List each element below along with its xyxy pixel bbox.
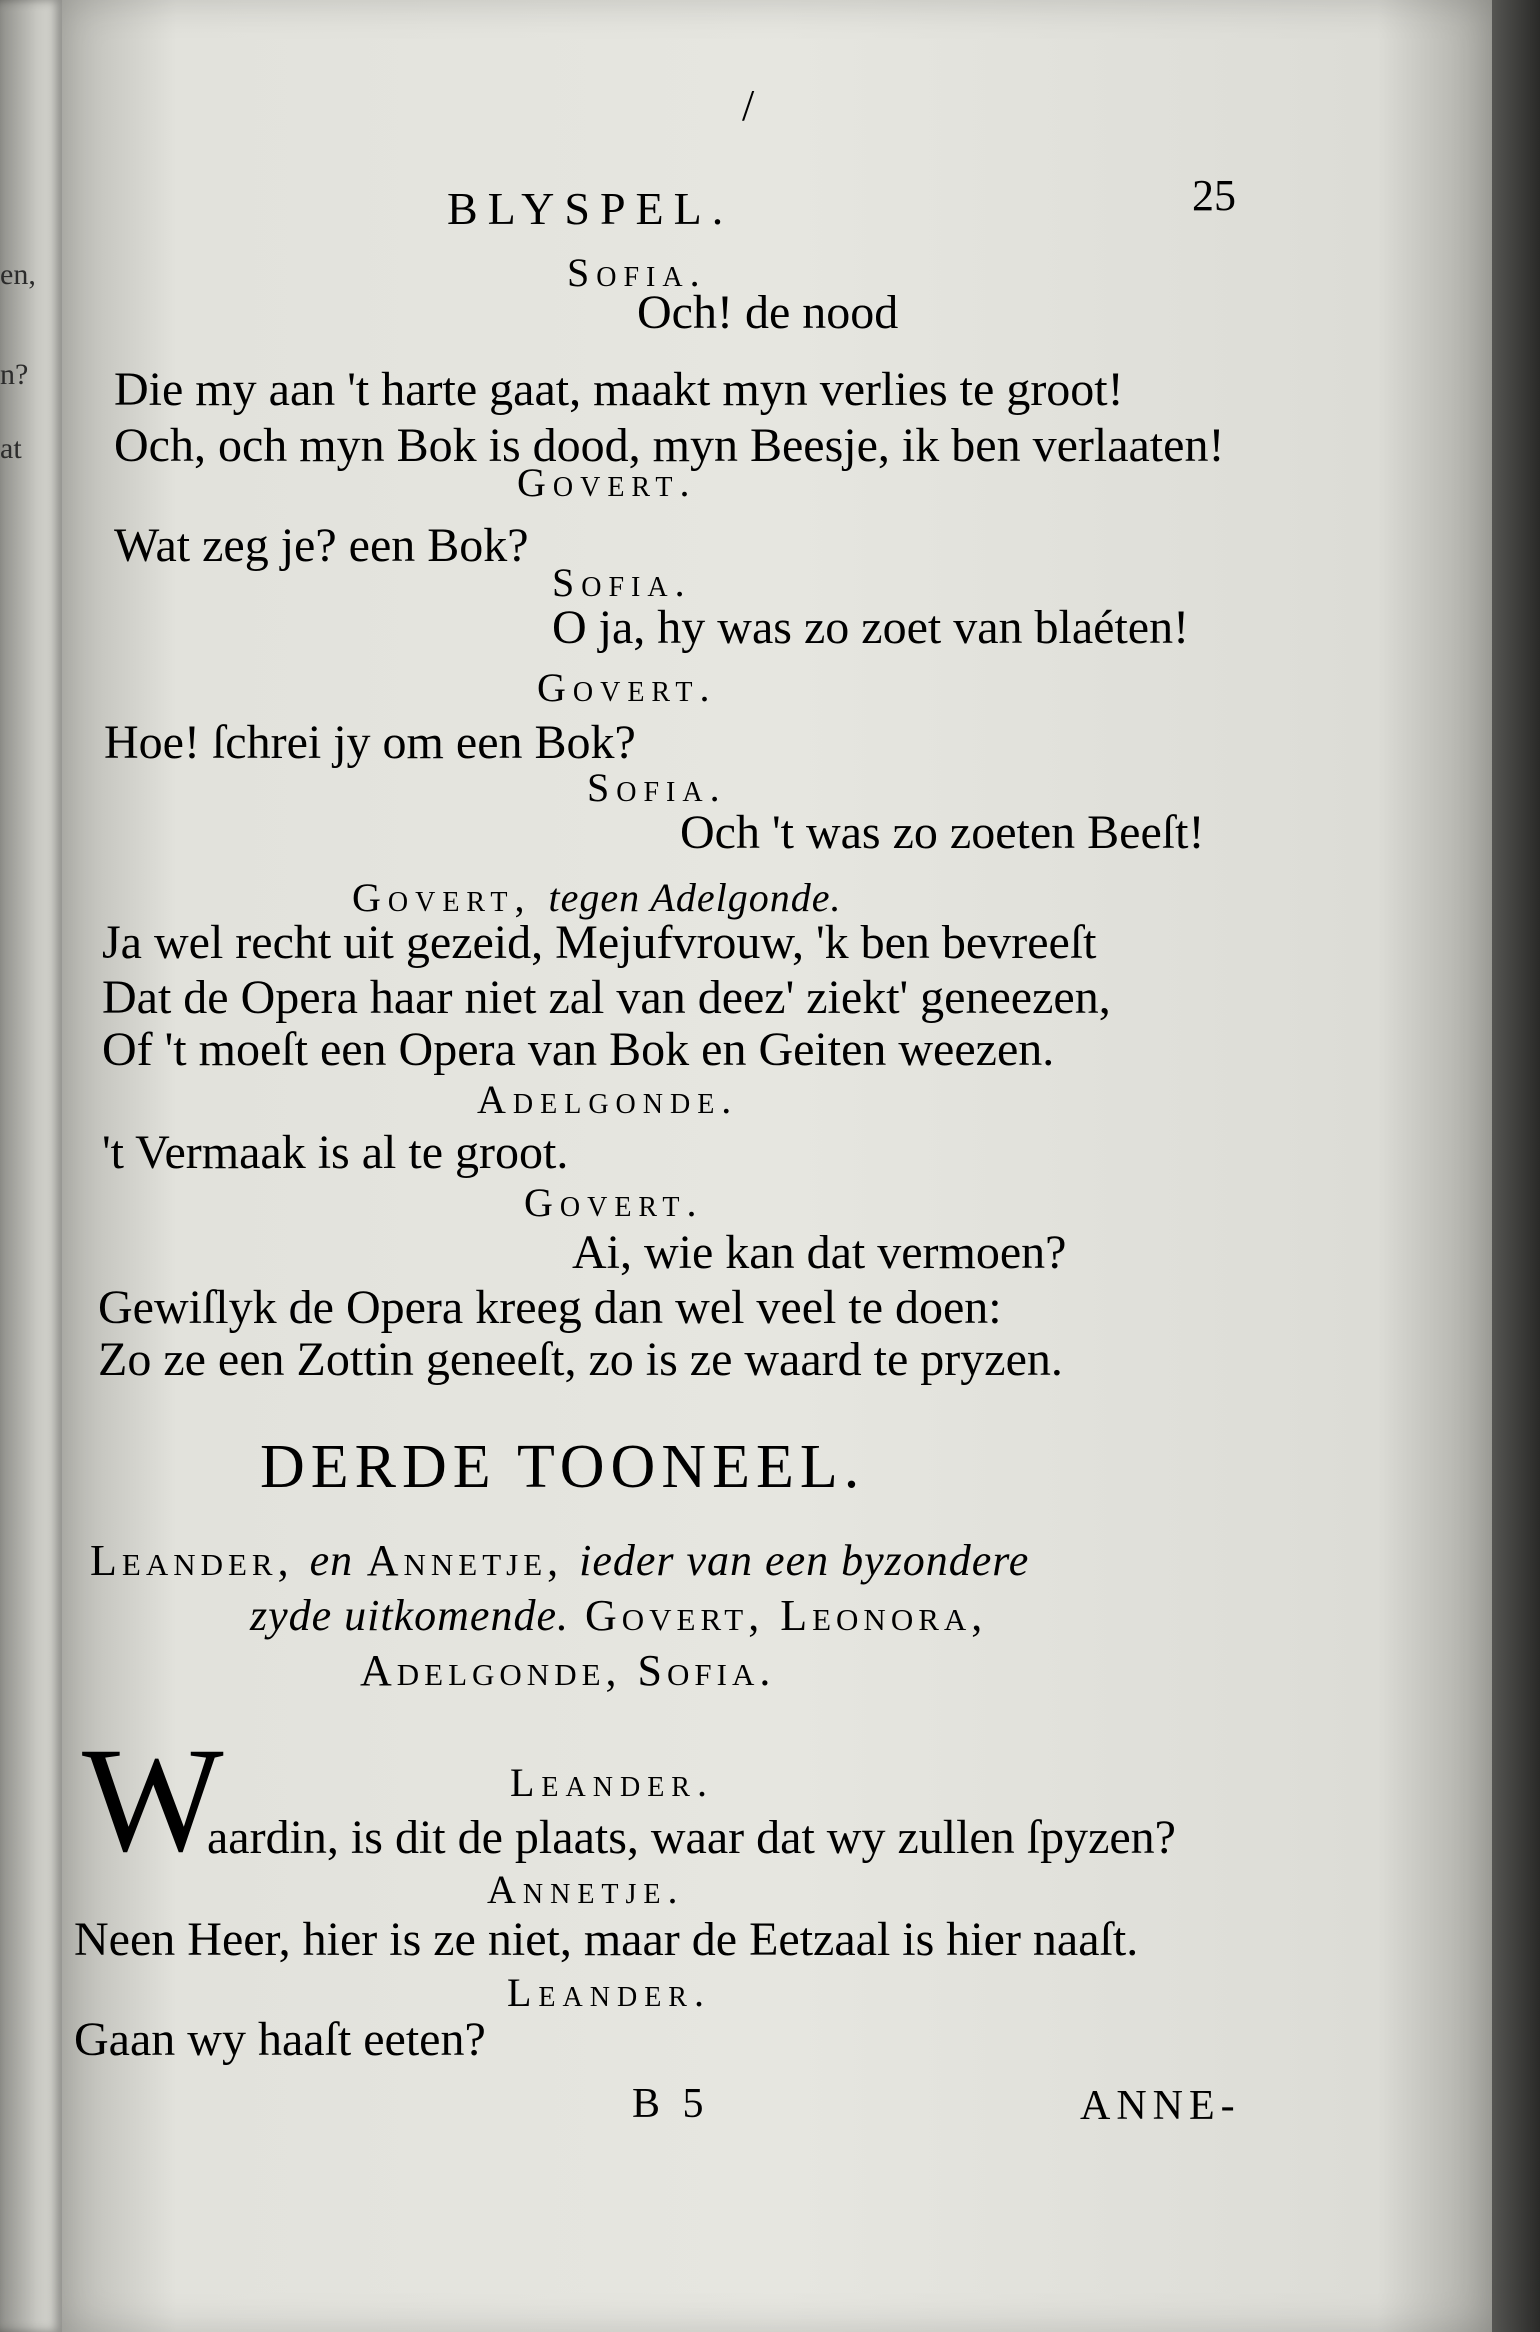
cast-italic: ieder van een byzondere: [579, 1536, 1030, 1585]
speaker-name: Govert.: [524, 1180, 704, 1225]
speaker-name: Annetje.: [487, 1867, 685, 1912]
scene-title: DERDE TOONEEL.: [260, 1433, 866, 1501]
verse-line: Och! de nood: [637, 286, 899, 339]
verse-line: Ai, wie kan dat vermoen?: [572, 1226, 1067, 1279]
verse-line: Och 't was zo zoeten Beeſt!: [680, 806, 1205, 859]
cast-line: [360, 1645, 775, 1696]
header-mark: /: [742, 81, 765, 130]
drop-cap: W: [82, 1717, 224, 1883]
cast-line: [90, 1535, 1029, 1586]
cast-name: Govert, Leonora,: [585, 1591, 988, 1640]
cast-name: Annetje,: [366, 1536, 564, 1585]
page-number: 25: [1192, 171, 1236, 220]
speaker-name: Adelgonde.: [477, 1077, 739, 1122]
cast-italic: en: [309, 1536, 354, 1585]
signature-mark: B 5: [632, 2081, 710, 2127]
left-page-fragment: n?: [0, 358, 29, 391]
verse-line: aardin, is dit de plaats, waar dat wy zullen ſpyzen?: [207, 1811, 1176, 1864]
speaker-name: Leander.: [510, 1760, 714, 1805]
right-page-edge: [1492, 0, 1540, 2332]
verse-line: Hoe! ſchrei jy om een Bok?: [104, 716, 636, 769]
speaker-name: Govert,: [352, 875, 532, 920]
stage-direction: tegen Adelgonde.: [548, 875, 842, 920]
speaker-name: Leander.: [507, 1970, 711, 2015]
verse-line: Die my aan 't harte gaat, maakt myn verlies te groot!: [114, 363, 1124, 416]
cast-italic: zyde uitkomende.: [250, 1591, 569, 1640]
verse-line: O ja, hy was zo zoet van blaéten!: [552, 601, 1190, 654]
left-page-edge: [0, 0, 62, 2332]
speaker-name: Sofia.: [587, 765, 727, 810]
catchword: ANNE-: [1080, 2083, 1241, 2129]
verse-line: Zo ze een Zottin geneeſt, zo is ze waard te pryzen.: [98, 1333, 1063, 1386]
verse-line: 't Vermaak is al te groot.: [102, 1126, 569, 1179]
speaker-name: Govert.: [517, 460, 697, 505]
verse-line: Och, och myn Bok is dood, myn Beesje, ik ben verlaaten!: [114, 419, 1225, 472]
running-title: BLYSPEL.: [447, 183, 734, 234]
verse-line: Of 't moeſt een Opera van Bok en Geiten weezen.: [102, 1023, 1055, 1076]
speaker-name: Sofia.: [567, 250, 707, 295]
speaker-name: Sofia.: [552, 560, 692, 605]
verse-line: Ja wel recht uit gezeid, Mejufvrouw, 'k ben bevreeſt: [102, 916, 1097, 969]
cast-line: [250, 1590, 987, 1641]
book-page: [62, 0, 1492, 2332]
verse-line: Gewiſlyk de Opera kreeg dan wel veel te doen:: [98, 1281, 1002, 1334]
verse-line: Gaan wy haaſt eeten?: [74, 2013, 486, 2066]
left-page-fragment: en,: [0, 258, 36, 291]
cast-name: Adelgonde, Sofia.: [360, 1646, 776, 1695]
left-page-fragment: at: [0, 432, 22, 465]
verse-line: Dat de Opera haar niet zal van deez' ziekt' geneezen,: [102, 971, 1111, 1024]
cast-name: Leander,: [90, 1536, 294, 1585]
verse-line: Wat zeg je? een Bok?: [114, 519, 529, 572]
verse-line: Neen Heer, hier is ze niet, maar de Eetzaal is hier naaſt.: [74, 1913, 1139, 1966]
speaker-name: Govert.: [537, 665, 717, 710]
